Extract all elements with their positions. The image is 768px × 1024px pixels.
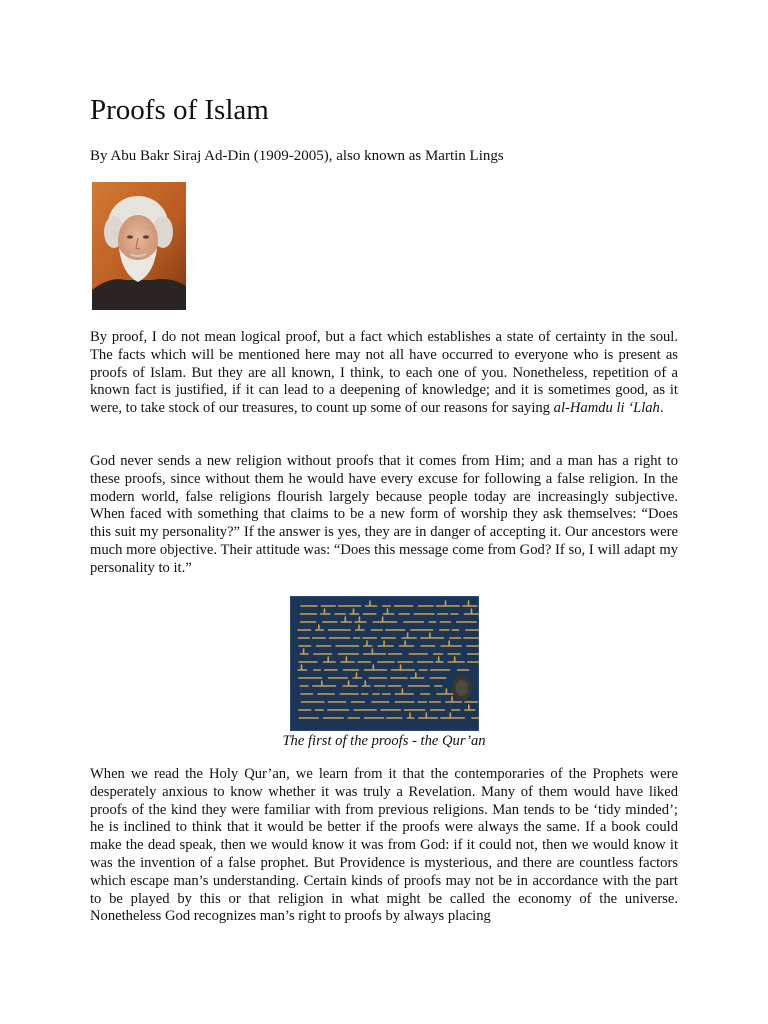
author-portrait-image [92, 182, 186, 310]
paragraph-1-italic-phrase: al-Hamdu li ‘Llah [553, 400, 660, 417]
figure-caption: The first of the proofs - the Qur’an [282, 733, 486, 749]
page-title: Proofs of Islam [90, 94, 269, 126]
author-byline: By Abu Bakr Siraj Ad-Din (1909-2005), also known as Martin Lings [90, 148, 504, 164]
quran-manuscript-image [290, 596, 479, 731]
paragraph-1-text: By proof, I do not mean logical proof, but a fact which establishes a state of certainty in the soul. The facts which will be mentioned here may not all have occurred to everyone who is present as proofs of Islam. But they are all known, I think, to each one of you. Nonetheless, repetition of a known fact is justified, if it can lead to a deepening of knowledge; and it is sometimes good, as it were, to take stock of our treasures, to count up some of our reasons for saying [90, 329, 678, 417]
manuscript-illustration [290, 596, 479, 731]
paragraph-holy-quran: When we read the Holy Qur’an, we learn from it that the contemporaries of the Prophets were desperately anxious to know whether it was truly a Revelation. Many of them would have liked proofs of the kind they were familiar with from previous religions. Man tends to be ‘tidy minded’; he is inclined to think that it would be better if the proofs were always the same. If a book could make the dead speak, then we would know it was from God: if it could not, then we would know it was the invention of a false prophet. But Providence is mysterious, and there are countless factors which escape man’s understanding. Certain kinds of proofs may not be in accordance with the part to be played by this or that religion in what might be called the economy of the universe. Nonetheless God recognizes man’s right to proofs by always placing [90, 766, 678, 925]
paragraph-proof-definition [90, 329, 678, 418]
portrait-illustration [92, 182, 186, 310]
paragraph-1-end: . [659, 400, 664, 417]
paragraph-new-religion: God never sends a new religion without proofs that it comes from Him; and a man has a right to these proofs, since without them he would have every excuse for following a false religion. In the modern world, false religions flourish largely because people today are increasingly subjective. When faced with something that claims to be a new form of worship they ask themselves: “Does this suit my personality?” If the answer is yes, they are in danger of accepting it. Our ancestors were much more objective. Their attitude was: “Does this message come from God? If so, I will adapt my personality to it.” [90, 453, 678, 576]
